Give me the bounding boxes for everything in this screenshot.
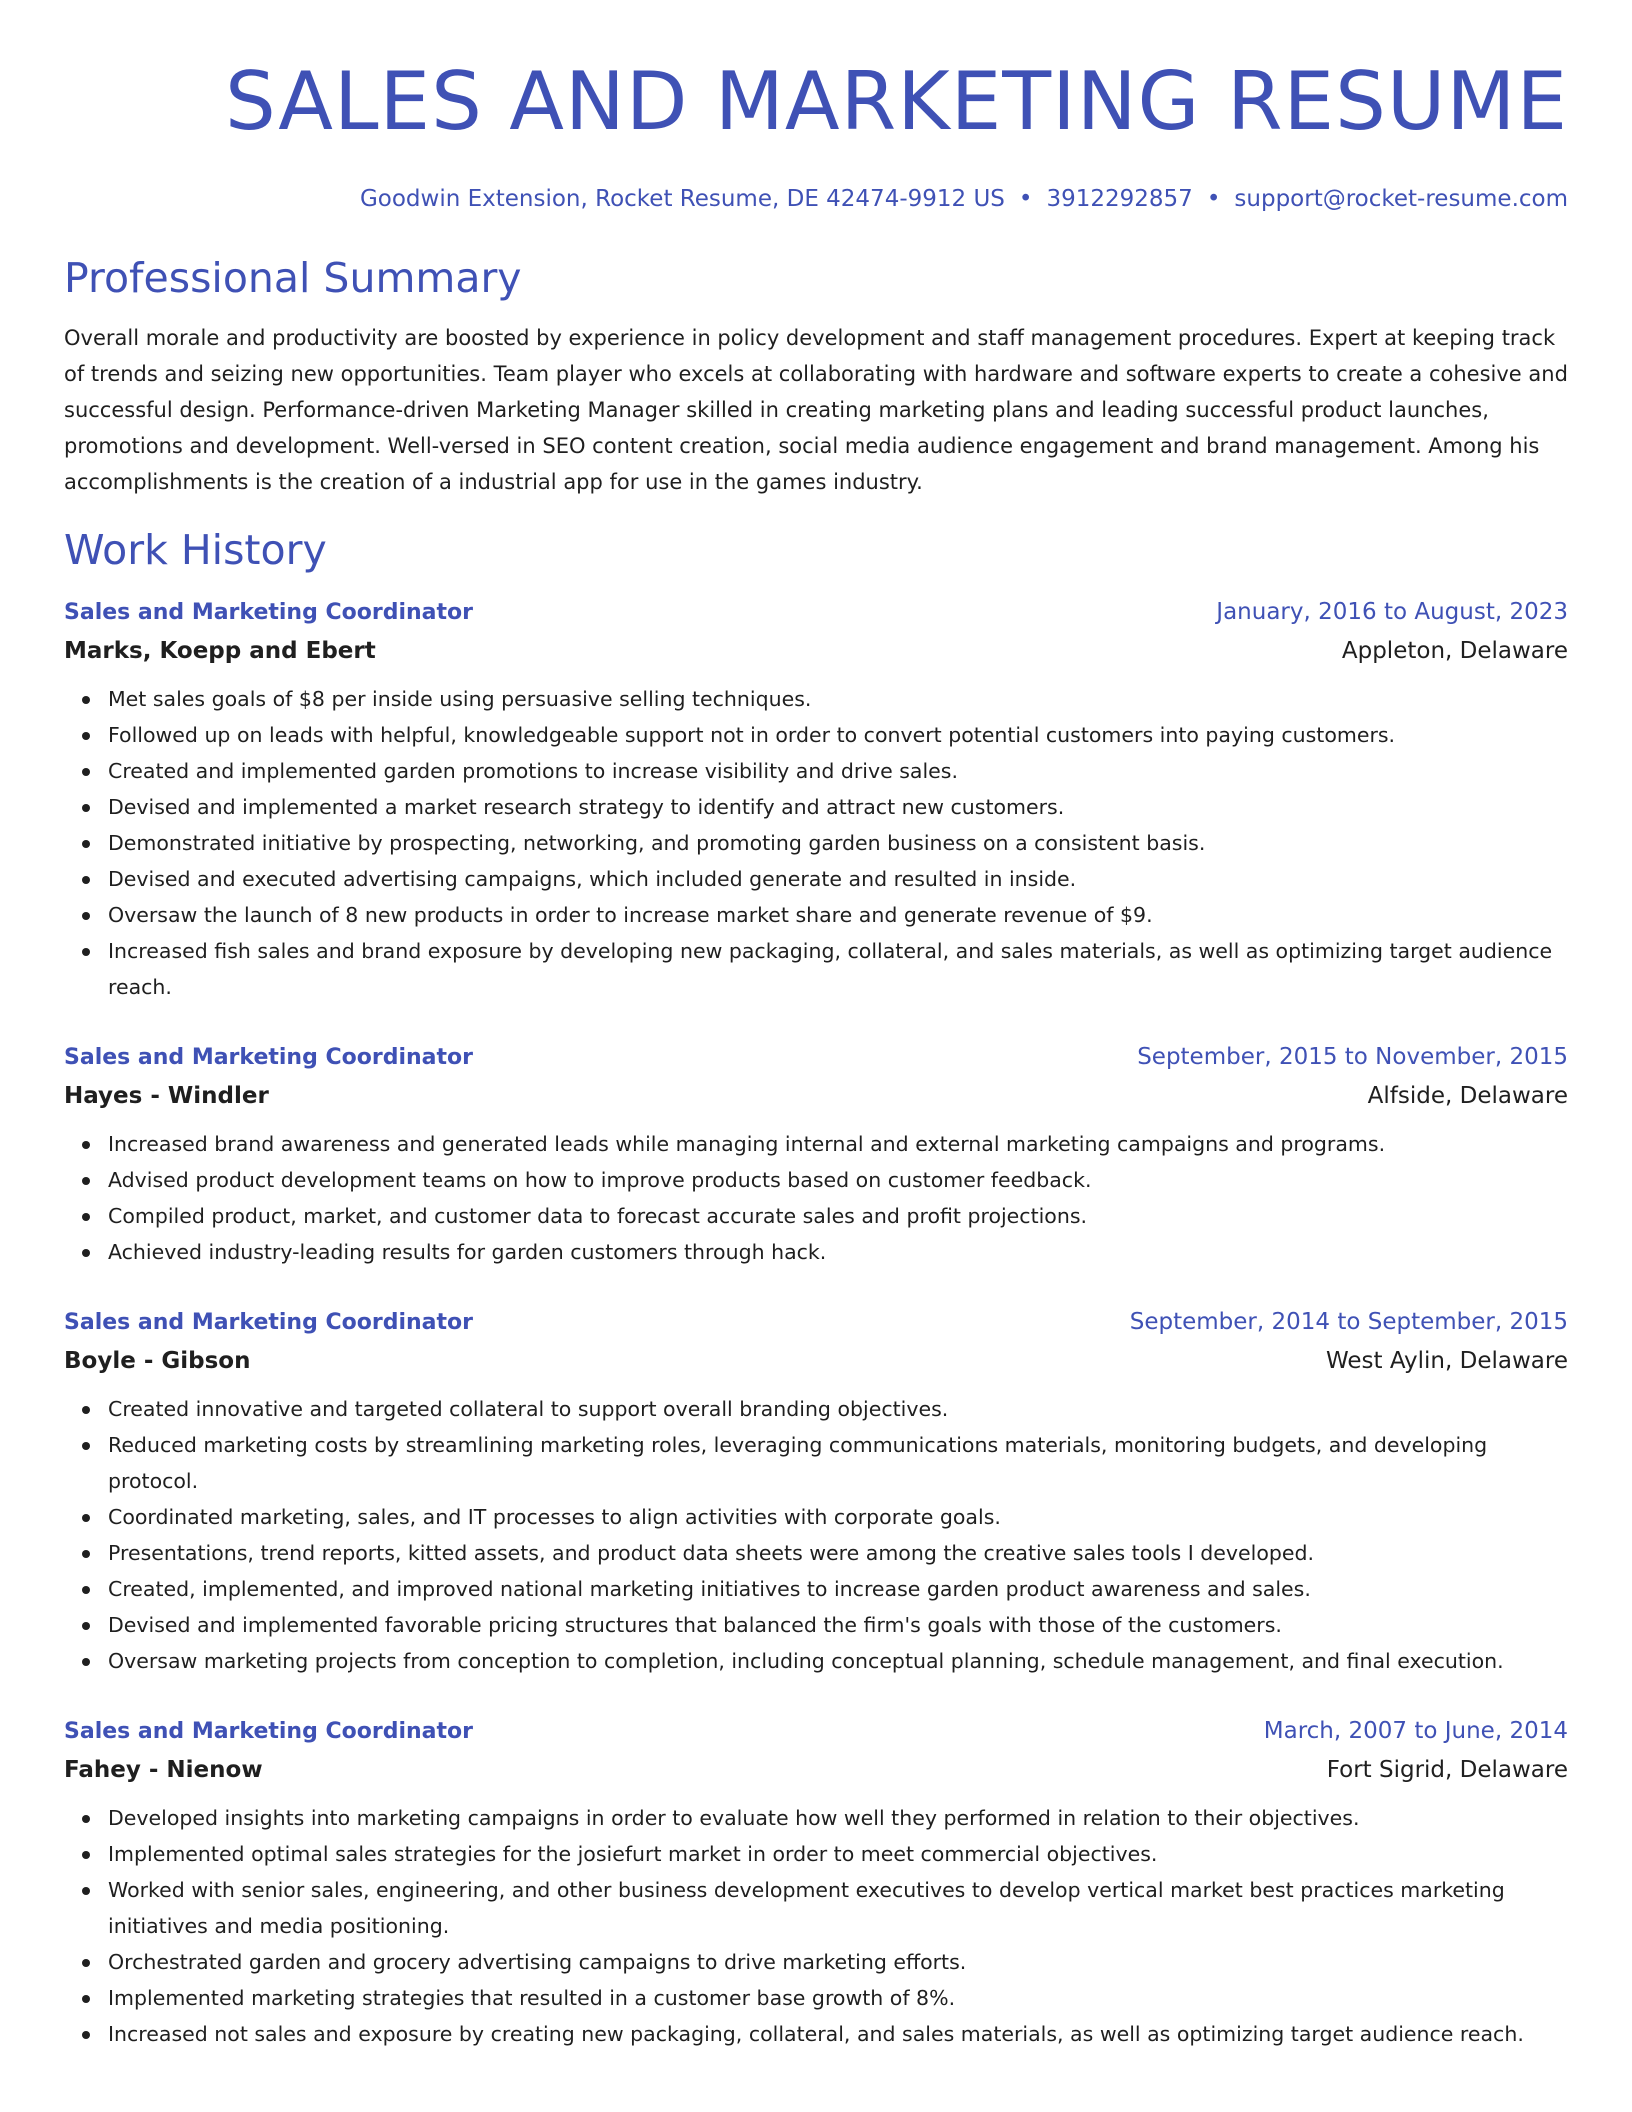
job-bullet: Devised and implemented favorable pricing structures that balanced the firm's goals with those of the customers.: [108, 1607, 1568, 1643]
job-company: Fahey - Nienow: [64, 1757, 263, 1783]
job-dates: September, 2015 to November, 2015: [1137, 1044, 1568, 1070]
job-bullet-list: [64, 1126, 1568, 1270]
job-bullet: Created innovative and targeted collateral to support overall branding objectives.: [108, 1391, 1568, 1427]
job-company: Marks, Koepp and Ebert: [64, 638, 376, 664]
job-bullet: Increased brand awareness and generated leads while managing internal and external marketing campaigns and programs.: [108, 1126, 1568, 1162]
job-company-row: [64, 631, 1568, 671]
job-title-row: [64, 1713, 1568, 1750]
job-bullet: Achieved industry-leading results for garden customers through hack.: [108, 1234, 1568, 1270]
job-bullet: Created, implemented, and improved national marketing initiatives to increase garden product awareness and sales.: [108, 1571, 1568, 1607]
contact-line: [64, 184, 1568, 214]
job-bullet: Increased fish sales and brand exposure by developing new packaging, collateral, and sales materials, as well as optimizing target audience reach.: [108, 933, 1568, 1005]
job-bullet: Worked with senior sales, engineering, and other business development executives to develop vertical market best practices marketing initiatives and media positioning.: [108, 1872, 1568, 1944]
job-entry: [64, 1039, 1568, 1270]
job-title: Sales and Marketing Coordinator: [64, 1310, 473, 1335]
job-bullet-list: [64, 1800, 1568, 2052]
job-bullet: Devised and implemented a market research strategy to identify and attract new customers.: [108, 789, 1568, 825]
job-title-row: [64, 1039, 1568, 1076]
job-company-row: [64, 1750, 1568, 1790]
job-bullet: Met sales goals of $8 per inside using persuasive selling techniques.: [108, 681, 1568, 717]
job-bullet-list: [64, 681, 1568, 1005]
resume-title: SALES AND MARKETING RESUME: [224, 55, 1568, 148]
job-dates: March, 2007 to June, 2014: [1263, 1718, 1568, 1744]
job-bullet: Oversaw the launch of 8 new products in order to increase market share and generate revenue of $9.: [108, 897, 1568, 933]
job-entry: [64, 594, 1568, 1005]
job-dates: January, 2016 to August, 2023: [1216, 599, 1568, 625]
job-bullet: Devised and executed advertising campaigns, which included generate and resulted in inside.: [108, 861, 1568, 897]
job-bullet: Followed up on leads with helpful, knowledgeable support not in order to convert potential customers into paying customers.: [108, 717, 1568, 753]
summary-heading: Professional Summary: [64, 254, 522, 302]
job-bullet-list: [64, 1391, 1568, 1679]
job-bullet: Presentations, trend reports, kitted assets, and product data sheets were among the creative sales tools I developed.: [108, 1535, 1568, 1571]
job-entry: [64, 1713, 1568, 2052]
job-location: Appleton, Delaware: [1341, 638, 1568, 664]
resume-header: [64, 0, 1568, 214]
job-bullet: Increased not sales and exposure by creating new packaging, collateral, and sales materials, as well as optimizing target audience reach.: [108, 2016, 1568, 2052]
resume-page: [64, 0, 1568, 2052]
job-bullet: Demonstrated initiative by prospecting, networking, and promoting garden business on a consistent basis.: [108, 825, 1568, 861]
job-bullet: Compiled product, market, and customer data to forecast accurate sales and profit projections.: [108, 1198, 1568, 1234]
contact-phone: 3912292857: [1046, 186, 1193, 212]
job-bullet: Developed insights into marketing campaigns in order to evaluate how well they performed in relation to their objectives.: [108, 1800, 1568, 1836]
work-history-heading: Work History: [64, 526, 327, 574]
job-bullet: Implemented marketing strategies that resulted in a customer base growth of 8%.: [108, 1980, 1568, 2016]
job-location: West Aylin, Delaware: [1326, 1348, 1568, 1374]
job-company-row: [64, 1341, 1568, 1381]
job-title-row: [64, 1304, 1568, 1341]
job-title: Sales and Marketing Coordinator: [64, 1719, 473, 1744]
job-title-row: [64, 594, 1568, 631]
contact-separator: •: [1206, 186, 1221, 212]
job-company-row: [64, 1076, 1568, 1116]
job-bullet: Advised product development teams on how to improve products based on customer feedback.: [108, 1162, 1568, 1198]
job-title: Sales and Marketing Coordinator: [64, 600, 473, 625]
job-company: Boyle - Gibson: [64, 1348, 251, 1374]
job-bullet: Created and implemented garden promotions to increase visibility and drive sales.: [108, 753, 1568, 789]
contact-address: Goodwin Extension, Rocket Resume, DE 42474-9912 US: [359, 186, 1005, 212]
job-bullet: Implemented optimal sales strategies for the josiefurt market in order to meet commercial objectives.: [108, 1836, 1568, 1872]
job-location: Fort Sigrid, Delaware: [1326, 1757, 1568, 1783]
work-history-list: [64, 594, 1568, 2052]
job-dates: September, 2014 to September, 2015: [1129, 1309, 1568, 1335]
job-entry: [64, 1304, 1568, 1679]
summary-text: Overall morale and productivity are boosted by experience in policy development and staff management procedures. Expert at keeping track of trends and seizing new opportunities. Team player who excels at collaborating with hardware and software experts to create a cohesive and successful design. Performance-driven Marketing Manager skilled in creating marketing plans and leading successful product launches, promotions and development. Well-versed in SEO content creation, social media audience engagement and brand management. Among his accomplishments is the creation of a industrial app for use in the games industry.: [64, 326, 1568, 494]
job-location: Alfside, Delaware: [1367, 1083, 1568, 1109]
job-bullet: Orchestrated garden and grocery advertising campaigns to drive marketing efforts.: [108, 1944, 1568, 1980]
job-bullet: Coordinated marketing, sales, and IT processes to align activities with corporate goals.: [108, 1499, 1568, 1535]
job-bullet: Oversaw marketing projects from conception to completion, including conceptual planning, schedule management, and final execution.: [108, 1643, 1568, 1679]
job-bullet: Reduced marketing costs by streamlining marketing roles, leveraging communications materials, monitoring budgets, and developing protocol.: [108, 1427, 1568, 1499]
job-title: Sales and Marketing Coordinator: [64, 1045, 473, 1070]
contact-separator: •: [1018, 186, 1033, 212]
contact-email[interactable]: support@rocket-resume.com: [1234, 186, 1568, 212]
job-company: Hayes - Windler: [64, 1083, 269, 1109]
